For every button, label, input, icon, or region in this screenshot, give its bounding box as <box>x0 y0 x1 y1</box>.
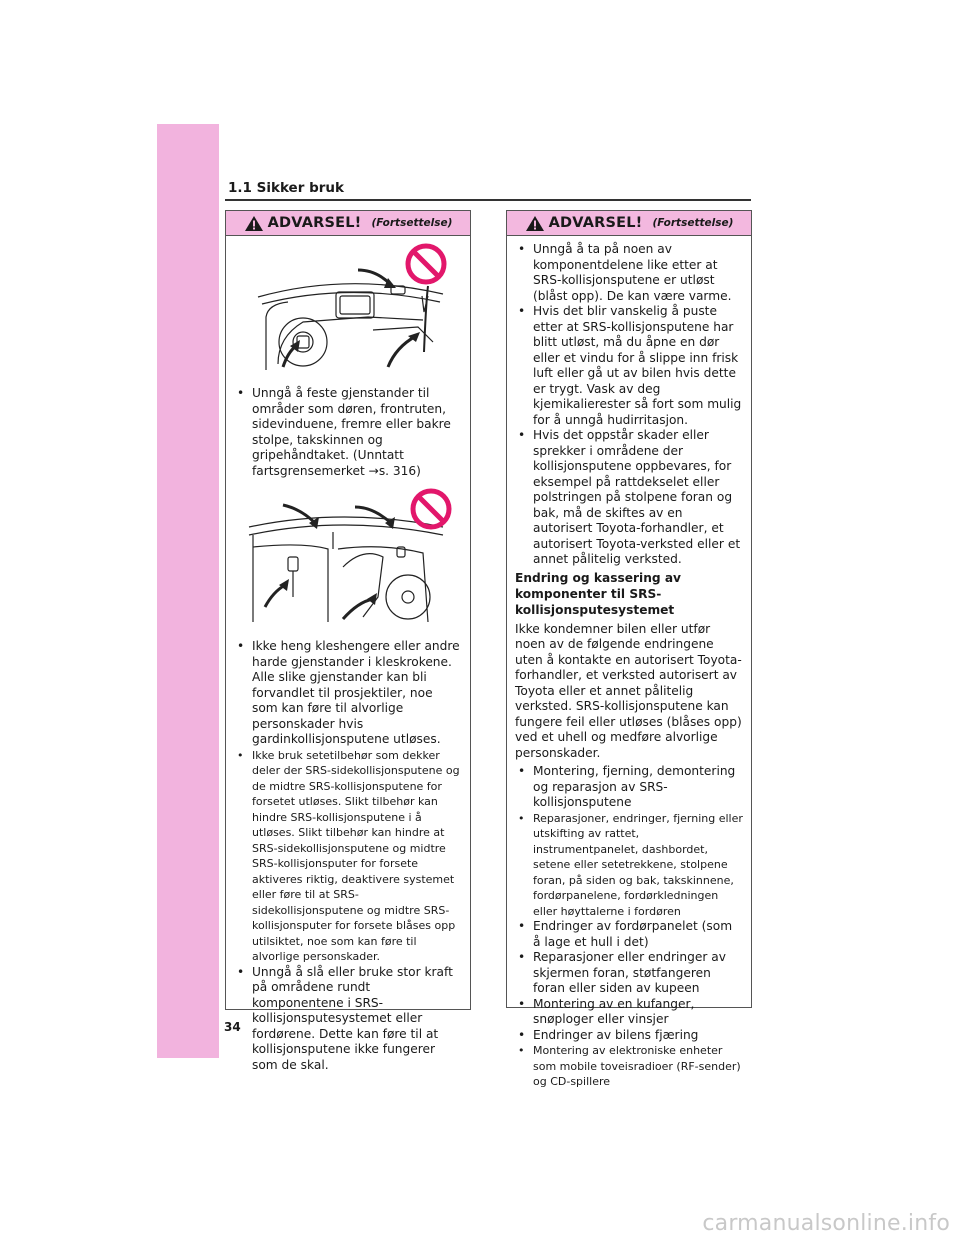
list-item: • Ikke heng kleshengere eller andre harde gjenstander i kleskrokene. Alle slike gjenstander kan bli forvandlet til prosjektiler, noe som kan føre til alvorlige personskader hvis gardinkollisjonsputene utløses. <box>234 639 462 748</box>
list-item: • Reparasjoner, endringer, fjerning eller utskifting av rattet, instrumentpanelet, dashbordet, setene eller setetrekkene, stolpene foran, på siden og bak, takskinnene, fordørpanelene, fordørkledningen eller høyttalerne i fordøren <box>515 811 743 920</box>
warning-label: ADVARSEL! <box>548 215 643 231</box>
list-item: • Reparasjoner eller endringer av skjermen foran, støtfangeren foran eller siden av kupeen <box>515 950 743 997</box>
warning-header <box>226 211 470 236</box>
list-item: • Hvis det blir vanskelig å puste etter at SRS-kollisjonsputene har blitt utløst, må du åpne en dør eller et vindu for å slippe inn frisk luft eller gå ut av bilen hvis dette er trygt. Vask av deg kjemikalierester så fort som mulig for å unngå hudirritasjon. <box>515 304 743 428</box>
watermark: carmanualsonline.info <box>702 1211 950 1236</box>
list-item: • Unngå å ta på noen av komponentdelene like etter at SRS-kollisjonsputene er utløst (blåst opp). De kan være varme. <box>515 242 743 304</box>
list-item: • Endringer av fordørpanelet (som å lage et hull i det) <box>515 919 743 950</box>
header-rule <box>225 199 751 201</box>
list-item: • Hvis det oppstår skader eller sprekker i områdene der kollisjonsputene oppbevares, for eksempel på rattdekselet eller polstringen på stolpene foran og bak, må de skiftes av en autorisert Toyota-forhandler, et autorisert Toyota-verksted eller et annet pålitelig verksted. <box>515 428 743 568</box>
list-item: • Montering av en kufanger, snøploger eller vinsjer <box>515 997 743 1028</box>
continued-label: (Fortsettelse) <box>371 217 453 229</box>
warning-triangle-icon <box>525 215 545 232</box>
interior-side-illustration <box>243 487 453 627</box>
dashboard-illustration <box>248 242 448 372</box>
list-item: • Ikke bruk setetilbehør som dekker deler der SRS-sidekollisjonsputene og de midtre SRS-kollisjonsputene for forsetet utløses. Slikt tilbehør kan hindre SRS-kollisjonsputene i å utløses. Slikt tilbehør kan hindre at SRS-sidekollisjonsputene og midtre SRS-kollisjonsputer for forsete aktiveres riktig, deaktivere systemet eller føre til at SRS-sidekollisjonsputene og midtre SRS-kollisjonsputer for forsete blåses opp utilsiktet, noe som kan føre til alvorlige personskader. <box>234 748 462 965</box>
warning-label: ADVARSEL! <box>267 215 362 231</box>
section-title: 1.1 Sikker bruk <box>228 180 344 196</box>
list-item: • Montering av elektroniske enheter som mobile toveisradioer (RF-sender) og CD-spillere <box>515 1043 743 1090</box>
continued-label: (Fortsettelse) <box>652 217 734 229</box>
list-item: • Unngå å feste gjenstander til områder som døren, frontruten, sidevinduene, fremre eller bakre stolpe, takskinnen og gripehåndtaket. (Unntatt fartsgrensemerket →s. 316) <box>234 386 462 479</box>
list-item: • Montering, fjerning, demontering og reparasjon av SRS-kollisjonsputene <box>515 764 743 811</box>
side-tab-strip <box>157 124 219 1058</box>
warning-box-right <box>506 210 752 1088</box>
list-item: • Unngå å slå eller bruke stor kraft på områdene rundt komponentene i SRS-kollisjonsputesystemet eller fordørene. Dette kan føre til at kollisjonsputene ikke fungerer som de skal. <box>234 965 462 1074</box>
subheading: Endring og kassering av komponenter til SRS-kollisjonsputesystemet <box>515 570 682 617</box>
warning-header <box>507 211 751 236</box>
warning-triangle-icon <box>244 215 264 232</box>
paragraph: Ikke kondemner bilen eller utfør noen av de følgende endringene uten å kontakte en autorisert Toyota-forhandler, et verksted autorisert av Toyota eller et annet pålitelig verksted. SRS-kollisjonsputene kan fungere feil eller utløses (blåses opp) ved et uhell og medføre alvorlige personskader. <box>515 621 742 760</box>
page-number: 34 <box>224 1020 241 1034</box>
list-item: • Endringer av bilens fjæring <box>515 1028 743 1044</box>
